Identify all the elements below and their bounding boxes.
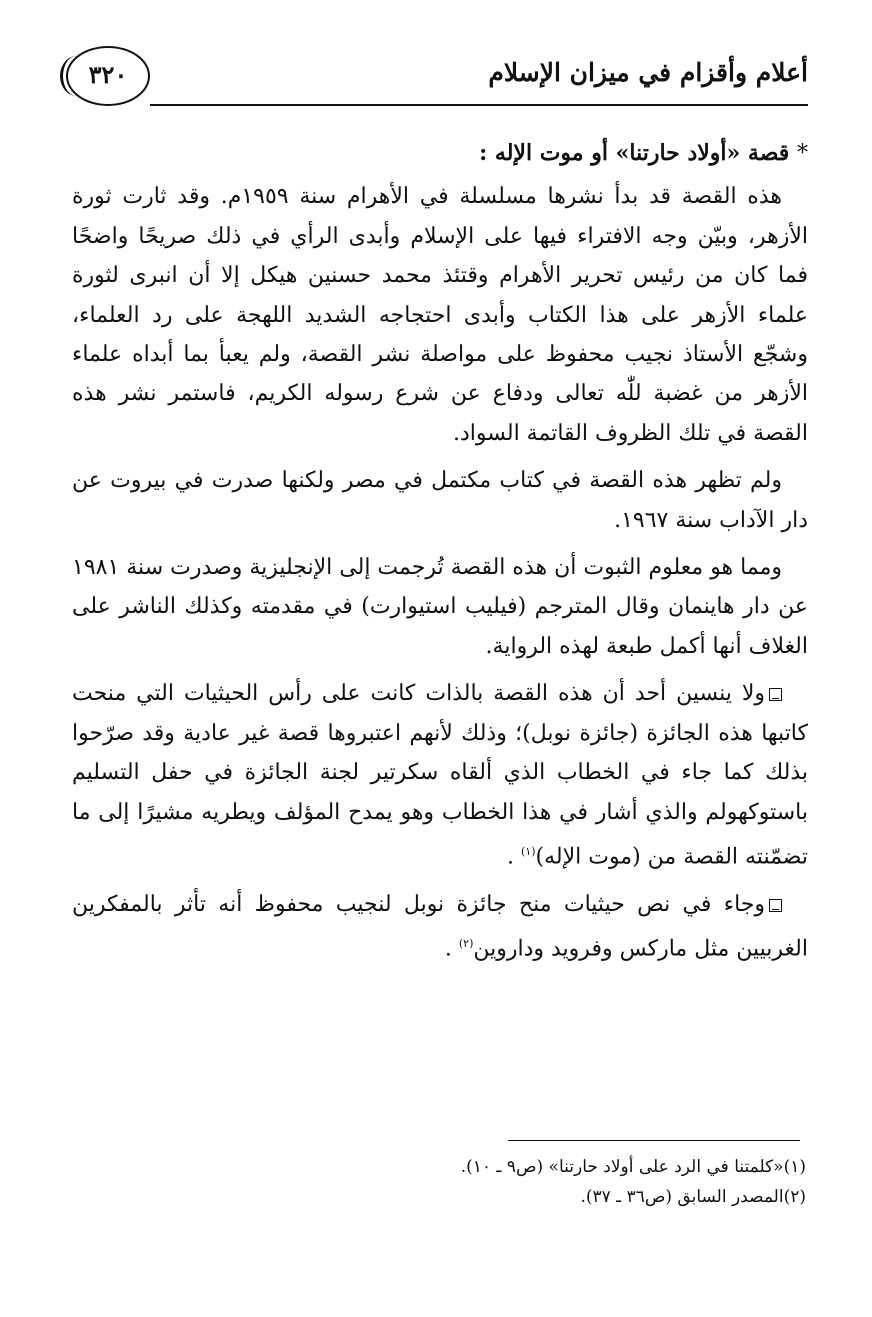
footnotes [72,1152,806,1212]
checkbox-bullet-icon [769,688,782,701]
paragraph-2 [72,461,808,540]
page-body [72,134,808,977]
footnote-2: (٢)المصدر السابق (ص٣٦ ـ ٣٧). [580,1187,806,1207]
header-divider [150,104,808,106]
star-bullet-icon: * [797,141,808,166]
footnote-1: (١)«كلمتنا في الرد على أولاد حارتنا» (ص٩ ـ ١٠). [460,1157,806,1177]
footnote-divider [508,1140,800,1141]
paragraph-end: . [506,844,514,870]
paragraph-text: ومما هو معلوم الثبوت أن هذه القصة تُرجمت إلى الإنجليزية وصدرت سنة ١٩٨١ عن دار هاينمان وقال المترجم (فيليب استيوارت) في مقدمته وكذلك الناشر على الغلاف أنها أكمل طبعة لهذه الرواية. [72,555,808,659]
paragraph-text: ولم تظهر هذه القصة في كتاب مكتمل في مصر ولكنها صدرت في بيروت عن دار الآداب سنة ١٩٦٧. [72,468,808,533]
checkbox-bullet-icon [769,899,782,912]
running-title: أعلام وأقزام في ميزان الإسلام [488,58,808,87]
paragraph-text: ولا ينسين أحد أن هذه القصة بالذات كانت على رأس الحيثيات التي منحت كاتبها هذه الجائزة (جائزة نوبل)؛ وذلك لأنهم اعتبروها قصة غير عادية وقد صرّحوا بذلك كما جاء في الخطاب الذي ألقاه سكرتير لجنة الجائزة في حفل التسليم باستوكهولم والذي أشار في هذا الخطاب وهو يمدح المؤلف ويطريه مشيرًا إلى ما تضمّنته القصة من (موت الإله) [72,681,808,870]
paragraph-1 [72,177,808,453]
paragraph-text: وجاء في نص حيثيات منح جائزة نوبل لنجيب محفوظ أنه تأثر بالمفكرين الغربيين مثل ماركس وفرويد وداروين [72,891,808,962]
page-number-frame [66,46,150,106]
paragraph-text: هذه القصة قد بدأ نشرها مسلسلة في الأهرام سنة ١٩٥٩م. وقد ثارت ثورة الأزهر، وبيّن وجه الافتراء فيها على الإسلام وأبدى الرأي في ذلك صريحًا واضحًا فما كان من رئيس تحرير الأهرام وقتئذ محمد حسنين هيكل إلا أن انبرى لثورة علماء الأزهر على هذا الكتاب وأبدى احتجاجه الشديد اللهجة على رد العلماء، وشجّع الأستاذ نجيب محفوظ على مواصلة نشر القصة، ولم يعبأ بما أبداه علماء الأزهر من غضبة للّٰه تعالى ودفاع عن شرع رسوله الكريم، فاستمر نشر هذه القصة في تلك الظروف القاتمة السواد. [72,184,808,446]
paragraph-4 [72,674,808,876]
paragraph-3 [72,548,808,666]
paragraph-end: . [444,936,452,962]
section-heading-text: قصة «أولاد حارتنا» أو موت الإله : [479,140,790,166]
page-header [66,46,808,116]
footnote-ref[interactable]: (١) [520,844,536,858]
paragraph-5 [72,885,808,969]
footnote-ref[interactable]: (٢) [458,937,474,951]
section-heading [72,134,808,173]
page-number: ٣٢٠ [88,60,128,89]
